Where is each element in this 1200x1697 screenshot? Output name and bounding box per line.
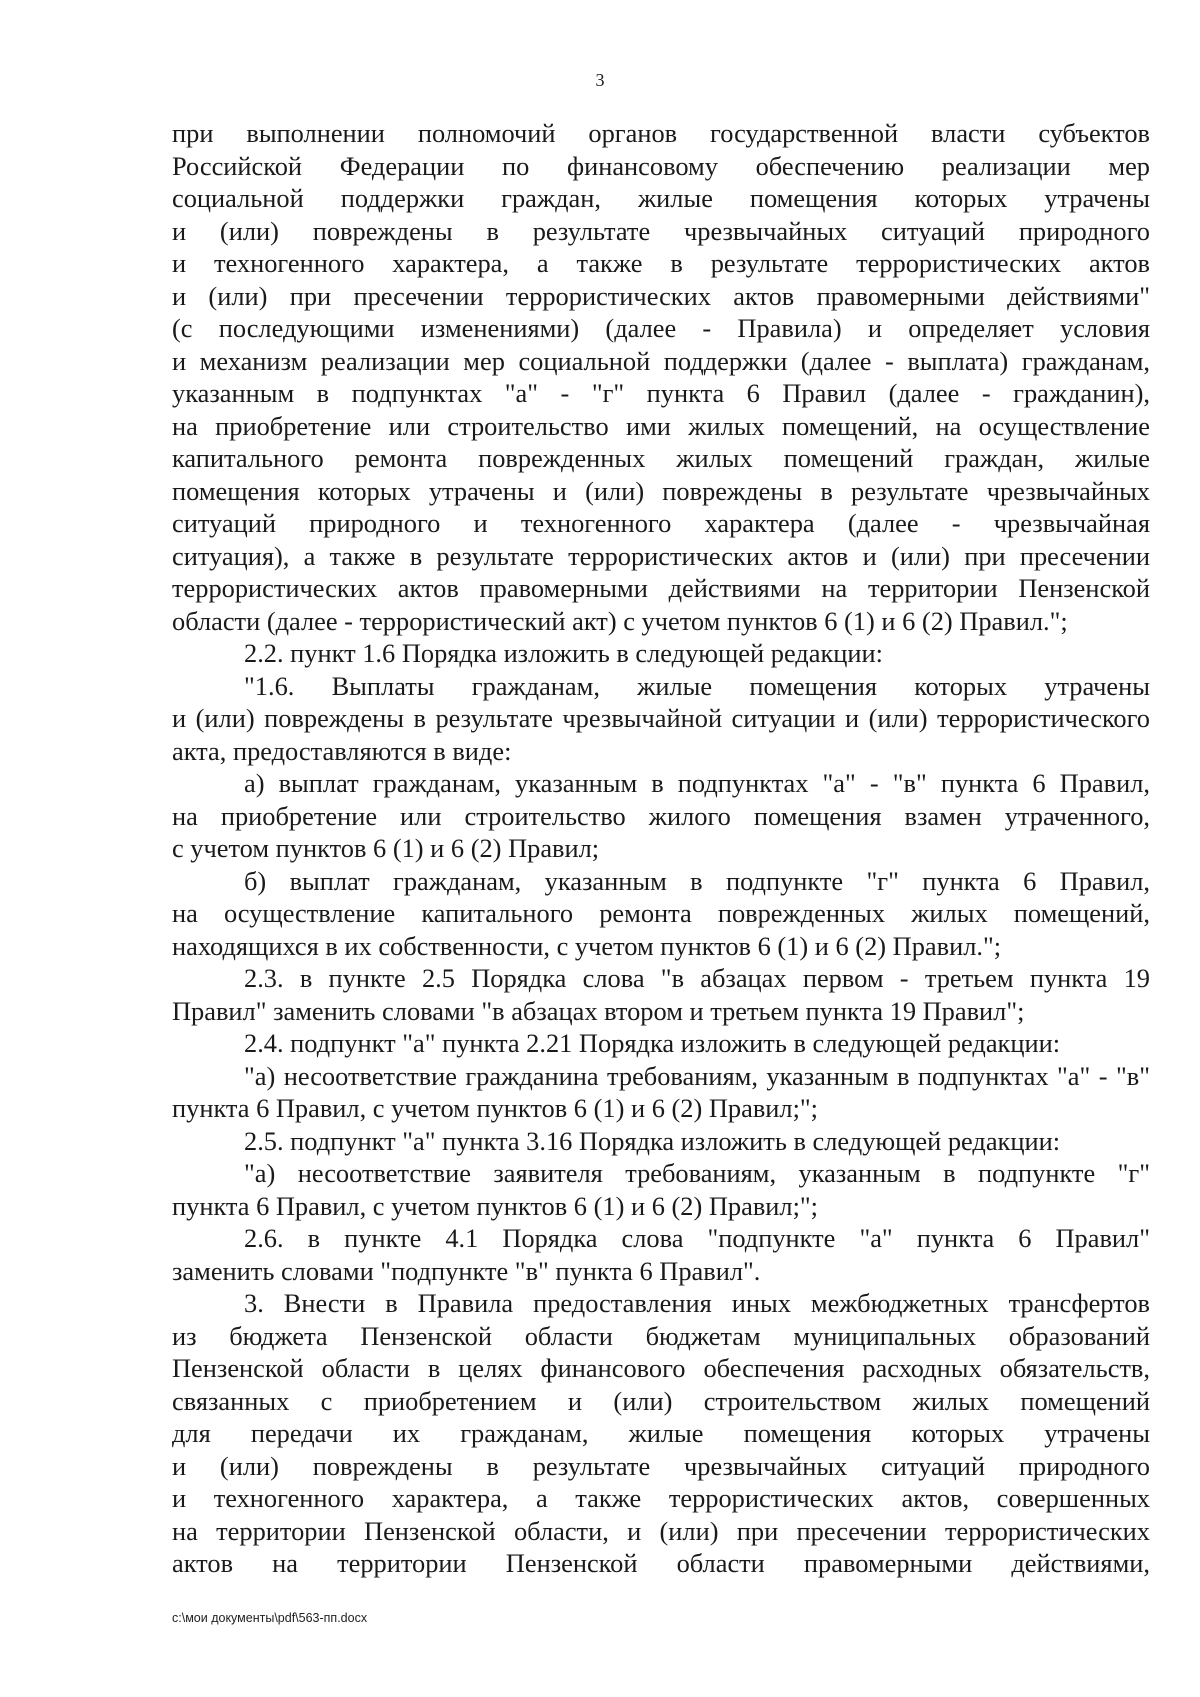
text-line: на приобретение или строительство жилого помещения взамен утраченного, — [172, 800, 1150, 831]
paragraph-start: 2.5. подпункт "а" пункта 3.16 Порядка изложить в следующей редакции: — [244, 1125, 1061, 1156]
text-line: на территории Пензенской области, и (или) при пресечении террористических — [172, 1515, 1150, 1546]
paragraph-start: "а) несоответствие заявителя требованиям, указанным в подпункте "г" — [244, 1158, 1150, 1188]
text-line: и (или) повреждены в результате чрезвычайных ситуаций природного — [172, 215, 1150, 246]
text-line: связанных с приобретением и (или) строительством жилых помещений — [172, 1385, 1150, 1416]
page-number: 3 — [595, 70, 605, 90]
text-line: и (или) при пресечении террористических актов правомерными действиями" — [172, 280, 1150, 311]
text-line: на осуществление капитального ремонта поврежденных жилых помещений, — [172, 898, 1150, 928]
text-line: при выполнении полномочий органов государственной власти субъектов — [172, 118, 1150, 148]
text-line: Российской Федерации по финансовому обеспечению реализации мер — [172, 150, 1150, 181]
text-line: ситуаций природного и техногенного характера (далее - чрезвычайная — [172, 508, 1150, 538]
text-line: и техногенного характера, а также террористических актов, совершенных — [172, 1483, 1150, 1513]
paragraph-start: 2.6. в пункте 4.1 Порядка слова "подпункте "а" пункта 6 Правил" — [244, 1223, 1150, 1253]
text-line: области (далее - террористический акт) с учетом пунктов 6 (1) и 6 (2) Правил."; — [172, 605, 1068, 636]
paragraph-start: а) выплат гражданам, указанным в подпунктах "а" - "в" пункта 6 Правил, — [244, 768, 1150, 798]
text-line: из бюджета Пензенской области бюджетам муниципальных образований — [172, 1320, 1150, 1351]
text-line: помещения которых утрачены и (или) повреждены в результате чрезвычайных — [172, 475, 1150, 506]
text-line: Правил" заменить словами "в абзацах втором и третьем пункта 19 Правил"; — [172, 995, 1025, 1026]
paragraph-start: 3. Внести в Правила предоставления иных межбюджетных трансфертов — [244, 1288, 1150, 1318]
text-line: для передачи их гражданам, жилые помещения которых утрачены — [172, 1418, 1150, 1448]
paragraph-start: "а) несоответствие гражданина требованиям, указанным в подпунктах "а" - "в" — [244, 1060, 1150, 1091]
text-line: и (или) повреждены в результате чрезвычайных ситуаций природного — [172, 1450, 1150, 1481]
text-line: ситуация), а также в результате террористических актов и (или) при пресечении — [172, 540, 1150, 571]
text-line: находящихся в их собственности, с учетом пунктов 6 (1) и 6 (2) Правил."; — [172, 930, 1002, 961]
text-line: заменить словами "подпункте "в" пункта 6 Правил". — [172, 1255, 761, 1286]
text-line: на приобретение или строительство ими жилых помещений, на осуществление — [172, 410, 1150, 441]
text-line: актов на территории Пензенской области правомерными действиями, — [172, 1548, 1150, 1578]
document-body — [172, 117, 1150, 1580]
text-line: с учетом пунктов 6 (1) и 6 (2) Правил; — [172, 833, 600, 863]
text-line: Пензенской области в целях финансового обеспечения расходных обязательств, — [172, 1353, 1150, 1383]
text-line: и техногенного характера, а также в результате террористических актов — [172, 248, 1150, 278]
paragraph-start: 2.4. подпункт "а" пункта 2.21 Порядка изложить в следующей редакции: — [244, 1028, 1061, 1058]
paragraph-start: 2.2. пункт 1.6 Порядка изложить в следующей редакции: — [244, 638, 883, 668]
text-line: и (или) повреждены в результате чрезвычайной ситуации и (или) террористического — [172, 703, 1150, 733]
text-line: социальной поддержки граждан, жилые помещения которых утрачены — [172, 183, 1150, 213]
paragraph-start: 2.3. в пункте 2.5 Порядка слова "в абзацах первом - третьем пункта 19 — [244, 963, 1150, 993]
text-line: пункта 6 Правил, с учетом пунктов 6 (1) и 6 (2) Правил;"; — [172, 1190, 819, 1221]
text-line: террористических актов правомерными действиями на территории Пензенской — [172, 573, 1150, 603]
text-line: капитального ремонта поврежденных жилых помещений граждан, жилые — [172, 443, 1150, 473]
text-line: (с последующими изменениями) (далее - Правила) и определяет условия — [172, 313, 1150, 343]
paragraph-start: "1.6. Выплаты гражданам, жилые помещения которых утрачены — [244, 670, 1150, 701]
text-line: акта, предоставляются в виде: — [172, 735, 512, 766]
text-line: и механизм реализации мер социальной поддержки (далее - выплата) гражданам, — [172, 345, 1150, 376]
footer-file-path: c:\мои документы\pdf\563-пп.docx — [172, 1611, 368, 1625]
paragraph-start: б) выплат гражданам, указанным в подпункте "г" пункта 6 Правил, — [244, 865, 1150, 896]
text-line: указанным в подпунктах "а" - "г" пункта 6 Правил (далее - гражданин), — [172, 378, 1150, 408]
text-line: пункта 6 Правил, с учетом пунктов 6 (1) и 6 (2) Правил;"; — [172, 1093, 819, 1123]
